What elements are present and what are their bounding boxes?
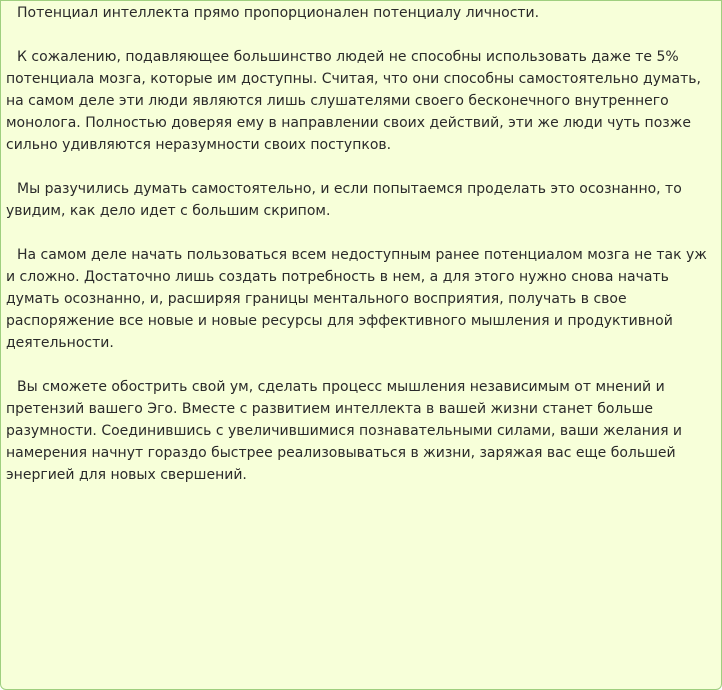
paragraph-gap xyxy=(6,24,716,46)
paragraph-2: К сожалению, подавляющее большинство людей не способны использовать даже те 5% потенциала мозга, которые им доступны. Считая, что они способны самостоятельно думать, на самом деле эти люди являются лишь слушателями своего бесконечного внутреннего монолога. Полностью доверяя ему в направлении своих действий, эти же люди чуть позже сильно удивляются неразумности своих поступков. xyxy=(6,49,701,153)
paragraph-3: Мы разучились думать самостоятельно, и если попытаемся проделать это осознанно, то увидим, как дело идет с большим скрипом. xyxy=(6,181,682,219)
paragraph-1: Потенциал интеллекта прямо пропорционален потенциалу личности. xyxy=(17,5,540,21)
paragraph-gap xyxy=(6,354,716,376)
paragraph-gap xyxy=(6,222,716,244)
article-content xyxy=(6,1,716,486)
paragraph-gap xyxy=(6,156,716,178)
paragraph-4: На самом деле начать пользоваться всем недоступным ранее потенциалом мозга не так уж и сложно. Достаточно лишь создать потребность в нем, а для этого нужно снова начать думать осознанно, и, расширяя границы ментального восприятия, получать в свое распоряжение все новые и новые ресурсы для эффективного мышления и продуктивной деятельности. xyxy=(6,247,707,351)
paragraph-5: Вы сможете обострить свой ум, сделать процесс мышления независимым от мнений и претензий вашего Эго. Вместе с развитием интеллекта в вашей жизни станет больше разумности. Соединившись с увеличившимися познавательными силами, ваши желания и намерения начнут гораздо быстрее реализовываться в жизни, заряжая вас еще большей энергией для новых свершений. xyxy=(6,379,683,483)
